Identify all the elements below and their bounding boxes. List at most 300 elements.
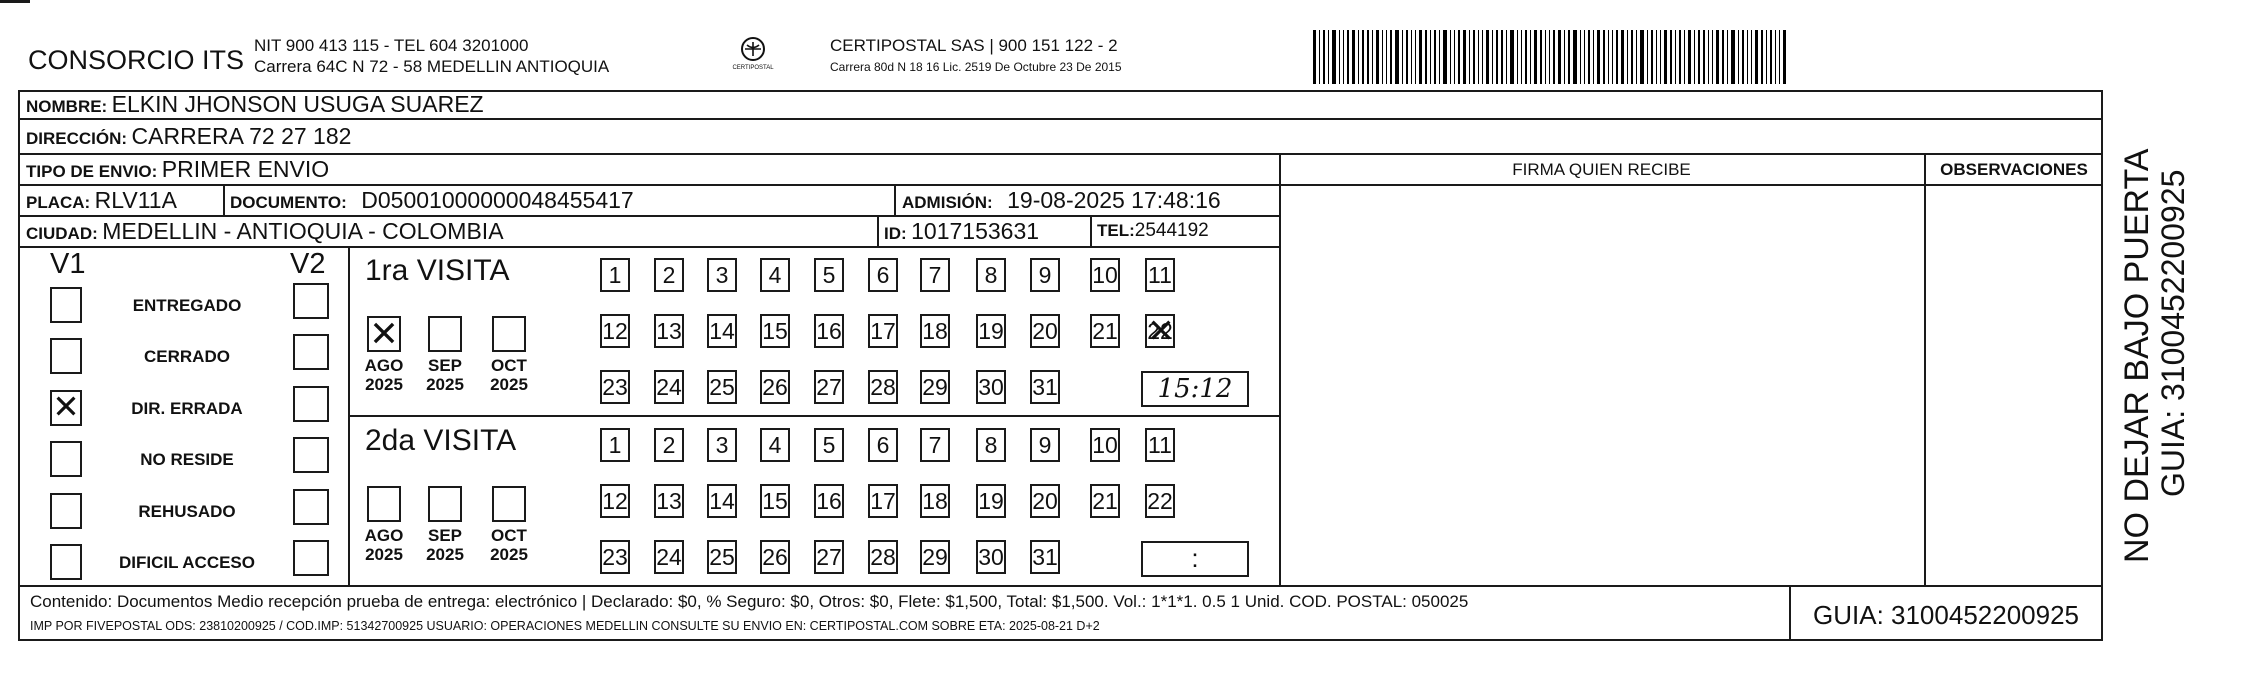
barcode-bar: [1313, 30, 1316, 84]
barcode-bar: [1564, 30, 1565, 84]
month-name: SEP: [427, 356, 463, 375]
day-box[interactable]: [920, 370, 950, 404]
barcode-bar: [1450, 30, 1451, 84]
nombre-value: ELKIN JHONSON USUGA SUAREZ: [111, 91, 484, 117]
certipostal-line1: CERTIPOSTAL SAS | 900 151 122 - 2: [830, 36, 1118, 55]
row-divider: [18, 153, 2103, 155]
day-box[interactable]: [654, 428, 684, 462]
barcode-bar: [1708, 30, 1709, 84]
time-value: 15:12: [1157, 374, 1233, 404]
barcode-bar: [1742, 30, 1744, 84]
row-divider: [18, 184, 2103, 186]
day-box[interactable]: [707, 314, 737, 348]
day-number: 15: [762, 488, 788, 514]
ciudad-value: MEDELLIN - ANTIOQUIA - COLOMBIA: [102, 218, 504, 244]
tipo-envio-row: [26, 156, 329, 183]
barcode-bar: [1492, 30, 1493, 84]
barcode-bar: [1738, 30, 1739, 84]
v1-checkbox[interactable]: [50, 544, 82, 580]
observaciones-line: [1924, 184, 2103, 186]
status-label: NO RESIDE: [140, 450, 234, 469]
barcode-bar: [1679, 30, 1681, 84]
day-box[interactable]: [1030, 370, 1060, 404]
day-box[interactable]: [814, 540, 844, 574]
day-box[interactable]: [707, 540, 737, 574]
day-number: 25: [709, 544, 735, 570]
barcode-bar: [1640, 30, 1644, 84]
barcode-bar: [1482, 30, 1483, 84]
day-box[interactable]: [1030, 484, 1060, 518]
day-number: 14: [709, 488, 735, 514]
day-number: 11: [1148, 262, 1172, 288]
month-checkbox[interactable]: [492, 316, 526, 352]
barcode-bar: [1347, 30, 1349, 84]
barcode-bar: [1358, 30, 1359, 84]
barcode-bar: [1463, 30, 1466, 84]
visit-divider: [348, 415, 1280, 417]
barcode-bar: [1670, 30, 1672, 84]
day-box[interactable]: [976, 370, 1006, 404]
barcode-bar: [1525, 30, 1527, 84]
barcode-bar: [1501, 30, 1503, 84]
day-box[interactable]: [868, 314, 898, 348]
barcode-bar: [1553, 30, 1555, 84]
day-box[interactable]: [1090, 314, 1120, 348]
day-box[interactable]: [976, 540, 1006, 574]
day-box[interactable]: [707, 258, 737, 292]
barcode-bar: [1722, 30, 1724, 84]
barcode-bar: [1584, 30, 1585, 84]
barcode-bar: [1675, 30, 1676, 84]
day-box[interactable]: [760, 484, 790, 518]
visit-title: 2da VISITA: [365, 424, 517, 457]
admision-value: 19-08-2025 17:48:16: [1007, 187, 1221, 213]
status-label: DIFICIL ACCESO: [118, 553, 255, 572]
day-number: 6: [876, 432, 890, 458]
direccion-row: [26, 123, 351, 150]
day-number: 17: [870, 488, 896, 514]
day-number: 16: [816, 488, 842, 514]
v1-checkbox[interactable]: [50, 493, 82, 529]
month-checkbox[interactable]: [367, 486, 401, 522]
month-label: [420, 526, 470, 564]
barcode-bar: [1636, 30, 1637, 84]
barcode-bar: [1390, 30, 1392, 84]
day-box[interactable]: [868, 484, 898, 518]
day-number: 7: [928, 262, 942, 288]
col-divider: [894, 184, 896, 216]
tipo-envio-value: PRIMER ENVIO: [161, 156, 330, 182]
barcode-bar: [1580, 30, 1581, 84]
observaciones-header: OBSERVACIONES: [1940, 160, 2088, 179]
barcode-bar: [1425, 30, 1427, 84]
day-number: 4: [768, 432, 782, 458]
barcode-bar: [1712, 30, 1713, 84]
v2-label: V2: [290, 248, 326, 280]
v1-checkbox[interactable]: [50, 390, 82, 426]
month-name: AGO: [364, 356, 404, 375]
placa-label: PLACA:: [26, 193, 91, 212]
barcode-bar: [1415, 30, 1416, 84]
day-number: 11: [1148, 432, 1172, 458]
day-number: 1: [608, 432, 622, 458]
day-box[interactable]: [1030, 258, 1060, 292]
nombre-label: NOMBRE:: [26, 97, 108, 116]
tel-row: [1097, 220, 1209, 242]
day-box[interactable]: [600, 314, 630, 348]
barcode-bar: [1439, 30, 1440, 84]
month-checkbox[interactable]: [428, 486, 462, 522]
barcode-bar: [1332, 30, 1336, 84]
barcode-bar: [1647, 30, 1648, 84]
month-checkbox[interactable]: [492, 486, 526, 522]
day-box[interactable]: [814, 314, 844, 348]
day-number: 26: [762, 374, 788, 400]
day-box[interactable]: [976, 484, 1006, 518]
documento-label: DOCUMENTO:: [230, 193, 347, 212]
month-name: OCT: [491, 526, 527, 545]
admision-label: ADMISIÓN:: [902, 193, 993, 212]
day-number: 20: [1032, 318, 1058, 344]
day-box[interactable]: [707, 484, 737, 518]
placa-row: [26, 187, 177, 214]
day-number: 8: [984, 262, 998, 288]
day-box[interactable]: [760, 540, 790, 574]
barcode-bar: [1616, 30, 1618, 84]
footer-imp: IMP POR FIVEPOSTAL ODS: 23810200925 / COD.IMP: 51342700925 USUARIO: OPERACIONES MEDELLIN CONSULTE SU ENVIO EN: CERTIPOSTAL.COM SOBRE ETA: 2025-08-21 D+2: [30, 619, 1100, 633]
day-number: 13: [656, 488, 682, 514]
day-number: 19: [978, 488, 1004, 514]
day-box[interactable]: [920, 314, 950, 348]
tipo-envio-label: TIPO DE ENVIO:: [26, 162, 158, 181]
month-year: 2025: [490, 545, 528, 564]
barcode-bar: [1770, 30, 1772, 84]
footer-contenido: Contenido: Documentos Medio recepción prueba de entrega: electrónico | Declarado: $0, % Seguro: $0, Otros: $0, Flete: $1,500, Total: $1,500. Vol.: 1*1*1. 0.5 1 Unid. COD. POSTAL: 050025: [30, 592, 1469, 611]
day-box[interactable]: [814, 428, 844, 462]
day-number: 10: [1092, 262, 1118, 288]
day-box[interactable]: [760, 258, 790, 292]
barcode-bar: [1478, 30, 1479, 84]
barcode-bar: [1688, 30, 1691, 84]
day-box[interactable]: [868, 258, 898, 292]
day-number: 16: [816, 318, 842, 344]
barcode-bar: [1545, 30, 1546, 84]
side-guia: GUIA: 3100452200925: [2155, 169, 2191, 497]
barcode-bar: [1496, 30, 1498, 84]
day-number: 23: [602, 544, 628, 570]
barcode-bar: [1703, 30, 1705, 84]
barcode-bar: [1343, 30, 1344, 84]
day-number: 19: [978, 318, 1004, 344]
barcode-bar: [1660, 30, 1661, 84]
certipostal-logo: [728, 36, 778, 80]
day-box[interactable]: [1145, 428, 1175, 462]
barcode-bar: [1454, 30, 1455, 84]
day-number: 21: [1092, 488, 1118, 514]
barcode-bar: [1352, 30, 1355, 84]
day-number: 15: [762, 318, 788, 344]
barcode-bar: [1568, 30, 1570, 84]
status-label: CERRADO: [144, 347, 230, 366]
day-number: 18: [922, 318, 948, 344]
barcode-bar: [1573, 30, 1577, 84]
day-box[interactable]: [920, 428, 950, 462]
day-number: 12: [602, 318, 628, 344]
barcode-bar: [1430, 30, 1431, 84]
day-box[interactable]: [868, 428, 898, 462]
barcode-bar: [1761, 30, 1763, 84]
day-number: 13: [656, 318, 682, 344]
day-box[interactable]: [868, 540, 898, 574]
day-box[interactable]: [920, 540, 950, 574]
direccion-value: CARRERA 72 27 182: [131, 123, 352, 149]
firma-header: FIRMA QUIEN RECIBE: [1512, 160, 1691, 179]
barcode-bar: [1510, 30, 1514, 84]
barcode-bar: [1694, 30, 1695, 84]
barcode-bar: [1372, 30, 1373, 84]
day-number: 17: [870, 318, 896, 344]
month-year: 2025: [426, 375, 464, 394]
footer-guia: GUIA: 3100452200925: [1813, 600, 2079, 630]
barcode-bar: [1521, 30, 1522, 84]
month-name: AGO: [364, 526, 404, 545]
month-label: [420, 356, 470, 394]
day-box[interactable]: [600, 484, 630, 518]
day-box[interactable]: [707, 428, 737, 462]
month-year: 2025: [365, 545, 403, 564]
day-number: 3: [715, 262, 729, 288]
barcode-bar: [1779, 30, 1780, 84]
day-number: 30: [978, 544, 1004, 570]
barcode-bar: [1775, 30, 1776, 84]
barcode-bar: [1486, 30, 1489, 84]
day-box[interactable]: [976, 314, 1006, 348]
nombre-row: [26, 91, 484, 118]
v2-checkbox[interactable]: [293, 437, 329, 473]
day-number: 2: [662, 432, 676, 458]
day-number: 29: [922, 374, 948, 400]
day-number: 24: [656, 544, 682, 570]
v2-checkbox[interactable]: [293, 540, 329, 576]
status-label: DIR. ERRADA: [131, 399, 243, 418]
barcode-bar: [1434, 30, 1436, 84]
barcode-bar: [1698, 30, 1700, 84]
day-box[interactable]: [920, 484, 950, 518]
day-box[interactable]: [814, 484, 844, 518]
day-box[interactable]: [1090, 428, 1120, 462]
month-checkbox[interactable]: [367, 316, 401, 352]
day-number: 8: [984, 432, 998, 458]
status-label: REHUSADO: [138, 502, 236, 521]
barcode-bar: [1621, 30, 1624, 84]
day-number: 5: [822, 262, 836, 288]
barcode-bar: [1506, 30, 1507, 84]
barcode-bar: [1517, 30, 1518, 84]
v1-label: V1: [50, 248, 86, 280]
day-number: 22: [1147, 318, 1173, 344]
tel-label: TEL:: [1097, 221, 1135, 240]
day-box[interactable]: [1090, 258, 1120, 292]
admision-row: [902, 187, 1221, 214]
time-field[interactable]: [1141, 541, 1249, 577]
corner-mark: [0, 0, 30, 3]
company-name: CONSORCIO ITS: [28, 45, 245, 75]
row-divider: [18, 118, 2103, 120]
day-number: 10: [1092, 432, 1118, 458]
barcode-bar: [1540, 30, 1542, 84]
barcode-bar: [1458, 30, 1460, 84]
barcode-bar: [1783, 30, 1786, 84]
day-box[interactable]: [600, 540, 630, 574]
barcode-bar: [1473, 30, 1475, 84]
month-year: 2025: [365, 375, 403, 394]
barcode-bar: [1411, 30, 1412, 84]
barcode-bar: [1651, 30, 1653, 84]
day-box[interactable]: [1030, 540, 1060, 574]
day-number: 25: [709, 374, 735, 400]
barcode-bar: [1443, 30, 1447, 84]
day-box[interactable]: [760, 370, 790, 404]
day-box[interactable]: [654, 314, 684, 348]
company-address: Carrera 64C N 72 - 58 MEDELLIN ANTIOQUIA: [254, 57, 610, 76]
day-box[interactable]: [814, 258, 844, 292]
day-number: 26: [762, 544, 788, 570]
v2-checkbox[interactable]: [293, 283, 329, 319]
day-box[interactable]: [976, 258, 1006, 292]
day-number: 21: [1092, 318, 1118, 344]
barcode-bar: [1603, 30, 1605, 84]
placa-value: RLV11A: [94, 187, 177, 213]
time-field[interactable]: [1141, 371, 1249, 407]
barcode-bar: [1684, 30, 1685, 84]
day-number: 30: [978, 374, 1004, 400]
day-number: 22: [1147, 488, 1173, 514]
col-divider: [1279, 153, 1281, 586]
barcode-bar: [1549, 30, 1550, 84]
day-box[interactable]: [868, 370, 898, 404]
v1-checkbox[interactable]: [50, 441, 82, 477]
barcode-bar: [1386, 30, 1387, 84]
barcode-bar: [1716, 30, 1719, 84]
barcode-bar: [1593, 30, 1594, 84]
day-number: 28: [870, 544, 896, 570]
day-number: 4: [768, 262, 782, 288]
day-box[interactable]: [600, 370, 630, 404]
month-name: SEP: [427, 526, 463, 545]
documento-value: D05001000000048455417: [361, 187, 634, 213]
day-box[interactable]: [654, 370, 684, 404]
v2-checkbox[interactable]: [293, 489, 329, 525]
day-number: 28: [870, 374, 896, 400]
ciudad-label: CIUDAD:: [26, 224, 98, 243]
barcode: [1313, 30, 1949, 84]
day-number: 23: [602, 374, 628, 400]
barcode-bar: [1747, 30, 1748, 84]
id-value: 1017153631: [911, 218, 1040, 244]
v2-checkbox[interactable]: [293, 386, 329, 422]
day-number: 6: [876, 262, 890, 288]
day-box[interactable]: [600, 258, 630, 292]
day-number: 29: [922, 544, 948, 570]
day-number: 27: [816, 374, 842, 400]
direccion-label: DIRECCIÓN:: [26, 129, 128, 148]
day-number: 18: [922, 488, 948, 514]
day-number: 27: [816, 544, 842, 570]
day-number: 5: [822, 432, 836, 458]
x-mark-icon: [54, 394, 78, 418]
v1-checkbox[interactable]: [50, 338, 82, 374]
day-box[interactable]: [976, 428, 1006, 462]
barcode-bar: [1631, 30, 1633, 84]
barcode-bar: [1419, 30, 1422, 84]
day-box[interactable]: [654, 484, 684, 518]
certipostal-line2: Carrera 80d N 18 16 Lic. 2519 De Octubre 23 De 2015: [830, 60, 1122, 74]
day-box[interactable]: [814, 370, 844, 404]
month-year: 2025: [426, 545, 464, 564]
barcode-bar: [1755, 30, 1758, 84]
day-number: 31: [1032, 544, 1058, 570]
logo-wordmark: CERTIPOSTAL: [732, 65, 774, 71]
month-checkbox[interactable]: [428, 316, 462, 352]
day-box[interactable]: [1030, 314, 1060, 348]
barcode-bar: [1367, 30, 1369, 84]
day-box[interactable]: [1145, 314, 1175, 348]
month-year: 2025: [490, 375, 528, 394]
no-dejar-bajo-puerta: NO DEJAR BAJO PUERTA: [2118, 148, 2156, 563]
status-label: ENTREGADO: [132, 296, 242, 315]
barcode-bar: [1319, 30, 1320, 84]
day-box[interactable]: [1090, 484, 1120, 518]
barcode-bar: [1362, 30, 1364, 84]
v2-checkbox[interactable]: [293, 334, 329, 370]
day-number: 9: [1038, 262, 1052, 288]
ciudad-row: [26, 218, 504, 245]
col-divider: [1090, 215, 1092, 247]
day-box[interactable]: [654, 258, 684, 292]
v1-checkbox[interactable]: [50, 287, 82, 323]
day-box[interactable]: [1030, 428, 1060, 462]
id-label: ID:: [884, 224, 907, 243]
barcode-bar: [1558, 30, 1561, 84]
barcode-bar: [1656, 30, 1657, 84]
time-value: :: [1191, 543, 1199, 573]
day-box[interactable]: [1145, 484, 1175, 518]
barcode-bar: [1534, 30, 1537, 84]
x-mark-icon: [371, 320, 397, 346]
day-box[interactable]: [1145, 258, 1175, 292]
tel-value: 2544192: [1134, 220, 1209, 241]
barcode-bar: [1469, 30, 1470, 84]
month-label: [484, 356, 534, 394]
barcode-bar: [1376, 30, 1379, 84]
day-box[interactable]: [654, 540, 684, 574]
barcode-bar: [1664, 30, 1667, 84]
day-number: 9: [1038, 432, 1052, 458]
visit-title: 1ra VISITA: [365, 254, 510, 287]
day-box[interactable]: [760, 314, 790, 348]
day-box[interactable]: [760, 428, 790, 462]
barcode-bar: [1731, 30, 1735, 84]
day-number: 7: [928, 432, 942, 458]
day-number: 14: [709, 318, 735, 344]
barcode-bar: [1323, 30, 1325, 84]
day-number: 12: [602, 488, 628, 514]
day-box[interactable]: [600, 428, 630, 462]
day-box[interactable]: [707, 370, 737, 404]
barcode-bar: [1627, 30, 1628, 84]
day-number: 3: [715, 432, 729, 458]
day-box[interactable]: [920, 258, 950, 292]
